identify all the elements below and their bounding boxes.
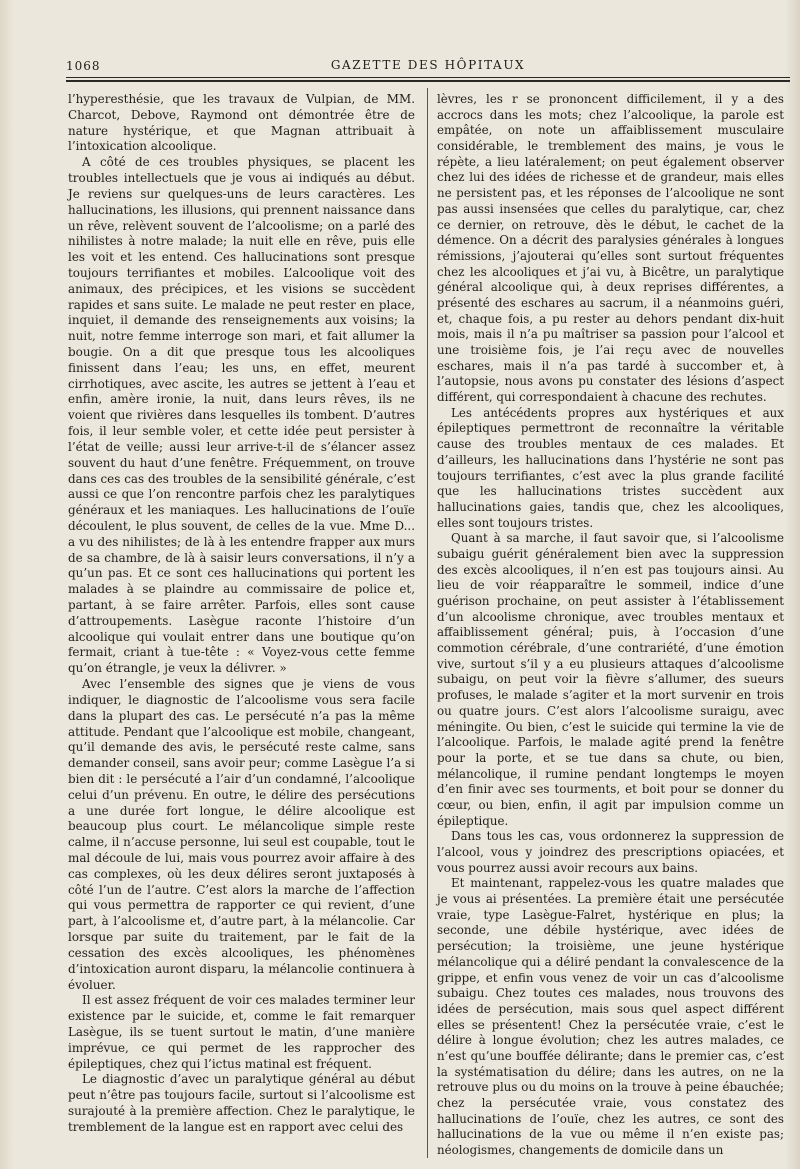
paragraph: lèvres, les r se prononcent difficilement, il y a des accrocs dans les mots; chez l’alcoolique, la parole est empâtée, on note un affaiblissement musculaire considérable, le tremblement des mains, je vous le répète, a lieu latéralement; on peut également observer chez lui des idées de richesse et de grandeur, mais elles ne persistent pas, et les réponses de l’alcoolique ne sont pas aussi insensées que celles du paralytique, car, chez ce dernier, on retrouve, dès le début, le cachet de la démence. On a décrit des paralysies générales à longues rémissions, j’ajouterai qu’elles sont surtout fréquentes chez les alcooliques et j’ai vu, à Bicêtre, un paralytique général alcoolique qui, à deux reprises différentes, a présenté des eschares au sacrum, il a néanmoins guéri, et, chaque fois, a pu rester au dehors pendant dix-huit mois, mais il n’a pu maîtriser sa passion pour l’alcool et une troisième fois, je l’ai reçu avec de nouvelles eschares, mais il n’a pas tardé à succomber et, à l’autopsie, nous avons pu constater des lésions d’aspect différent, qui correspondaient à chacune des rechutes. xyxy=(437,92,784,405)
paragraph: Avec l’ensemble des signes que je viens de vous indiquer, le diagnostic de l’alcoolisme vous sera facile dans la plupart des cas. Le persécuté n’a pas la même attitude. Pendant que l’alcoolique est mobile, changeant, qu’il demande des avis, le persécuté reste calme, sans demander conseil, sans avoir peur; comme Lasègue l’a si bien dit : le persécuté a l’air d’un condamné, l’alcoolique celui d’un prévenu. En outre, le délire des persécutions a une durée fort longue, le délire alcoolique est beaucoup plus court. Le mélancolique simple reste calme, il n’accuse personne, lui seul est coupable, tout le mal découle de lui, mais vous pourrez avoir affaire à des cas complexes, où les deux délires seront juxtaposés à côté l’un de l’autre. C’est alors la marche de l’affection qui vous permettra de rapporter ce qui revient, d’une part, à l’alcoolisme et, d’autre part, à la mélancolie. Car lorsque par suite du traitement, par le fait de la cessation des excès alcooliques, les phénomènes d’intoxication auront disparu, la mélancolie continuera à évoluer. xyxy=(68,677,415,992)
column-divider xyxy=(427,88,428,1158)
right-column xyxy=(437,92,784,1159)
paragraph: Les antécédents propres aux hystériques et aux épileptiques permettront de reconnaître la véritable cause des troubles mentaux de ces malades. Et d’ailleurs, les hallucinations dans l’hystérie ne sont pas toujours terrifiantes, c’est avec la plus grande facilité que les hallucinations tristes succèdent aux hallucinations gaies, tandis que, chez les alcooliques, elles sont toujours tristes. xyxy=(437,405,784,530)
paragraph: l’hyperesthésie, que les travaux de Vulpian, de MM. Charcot, Debove, Raymond ont démontrée être de nature hystérique, et que Magnan attribuait à l’intoxication alcoolique. xyxy=(68,92,415,154)
paragraph: Le diagnostic d’avec un paralytique général au début peut n’être pas toujours facile, surtout si l’alcoolisme est surajouté à la première affection. Chez le paralytique, le tremblement de la langue est en rapport avec celui des xyxy=(68,1072,415,1134)
paragraph: Quant à sa marche, il faut savoir que, si l’alcoolisme subaigu guérit généralement bien avec la suppression des excès alcooliques, il n’en est pas toujours ainsi. Au lieu de voir réapparaître le sommeil, indice d’une guérison prochaine, on peut assister à l’établissement d’un alcoolisme chronique, avec troubles mentaux et affaiblissement général; puis, à l’occasion d’une commotion cérébrale, d’une contrariété, d’une émotion vive, surtout s’il y a eu plusieurs attaques d’alcoolisme subaigu, on peut voir la fièvre s’allumer, des sueurs profuses, le malade s’agiter et la mort survenir en trois ou quatre jours. C’est alors l’alcoolisme suraigu, avec méningite. Ou bien, c’est le suicide qui termine la vie de l’alcoolique. Parfois, le malade agité prend la fenêtre pour la porte, et se tue dans sa chute, ou bien, mélancolique, il rumine pendant longtemps le moyen d’en finir avec ses tourments, et boit pour se donner du cœur, ou bien, enfin, il agit par impulsion comme un épileptique. xyxy=(437,531,784,828)
paragraph: A côté de ces troubles physiques, se placent les troubles intellectuels que je vous ai indiqués au début. Je reviens sur quelques-uns de leurs caractères. Les hallucinations, les illusions, qui prennent naissance dans un rêve, relèvent souvent de l’alcoolisme; on a parlé des nihilistes à notre malade; la nuit elle en rêve, puis elle les voit et les entend. Ces hallucinations sont presque toujours terrifiantes et mobiles. L’alcoolique voit des animaux, des précipices, et les visions se succèdent rapides et sans suite. Le malade ne peut rester en place, inquiet, il demande des renseignements aux voisins; la nuit, notre femme interroge son mari, et fait allumer la bougie. On a dit que presque tous les alcooliques finissent dans l’eau; les uns, en effet, meurent cirrhotiques, avec ascite, les autres se jettent à l’eau et enfin, amère ironie, la nuit, dans leurs rêves, ils ne voient que rivières dans lesquelles ils tombent. D’autres fois, il leur semble voler, et cette idée peut persister à l’état de veille; aussi leur arrive-t-il de s’élancer assez souvent du haut d’une fenêtre. Fréquemment, on trouve dans ces cas des troubles de la sensibilité générale, c’est aussi ce que l’on rencontre parfois chez les paralytiques généraux et les maniaques. Les hallucinations de l’ouïe découlent, le plus souvent, de celles de la vue. Mme D... a vu des nihilistes; de là à les entendre frapper aux murs de sa chambre, de là à saisir leurs conversations, il n’y a qu’un pas. Et ce sont ces hallucinations qui portent les malades à se plaindre au commissaire de police et, partant, à se faire arrêter. Parfois, elles sont cause d’attroupements. Lasègue raconte l’histoire d’un alcoolique qui voulait entrer dans une boutique qu’on fermait, criant à tue-tête : « Voyez-vous cette femme qu’on étrangle, je veux la délivrer. » xyxy=(68,155,415,676)
header-rule-thin xyxy=(66,77,790,78)
page-header xyxy=(66,56,790,78)
paragraph: Et maintenant, rappelez-vous les quatre malades que je vous ai présentées. La première était une persécutée vraie, type Lasègue-Falret, hystérique en plus; la seconde, une débile hystérique, avec idées de persécution; la troisième, une jeune hystérique mélancolique qui a déliré pendant la convalescence de la grippe, et enfin vous venez de voir un cas d’alcoolisme subaigu. Chez toutes ces malades, nous trouvons des idées de persécution, mais sous quel aspect différent elles se présentent! Chez la persécutée vraie, c’est le délire à longue évolution; chez les autres malades, ce n’est qu’une bouffée délirante; dans le premier cas, c’est la systématisation du délire; dans les autres, on ne la retrouve plus ou du moins on la trouve à peine ébauchée; chez la persécutée vraie, vous constatez des hallucinations de l’ouïe, chez les autres, ce sont des hallucinations de la vue ou même il n’en existe pas; néologismes, changements de domicile dans un xyxy=(437,876,784,1158)
left-column xyxy=(68,92,415,1136)
header-rule-thick xyxy=(66,80,790,82)
journal-title: GAZETTE DES HÔPITAUX xyxy=(330,58,526,72)
paragraph: Il est assez fréquent de voir ces malades terminer leur existence par le suicide, et, comme le fait remarquer Lasègue, ils se tuent surtout le matin, d’une manière imprévue, ce qui permet de les rapprocher des épileptiques, chez qui l’ictus matinal est fréquent. xyxy=(68,993,415,1071)
page-number: 1068 xyxy=(66,59,101,73)
paragraph: Dans tous les cas, vous ordonnerez la suppression de l’alcool, vous y joindrez des prescriptions opiacées, et vous pourrez aussi avoir recours aux bains. xyxy=(437,829,784,875)
